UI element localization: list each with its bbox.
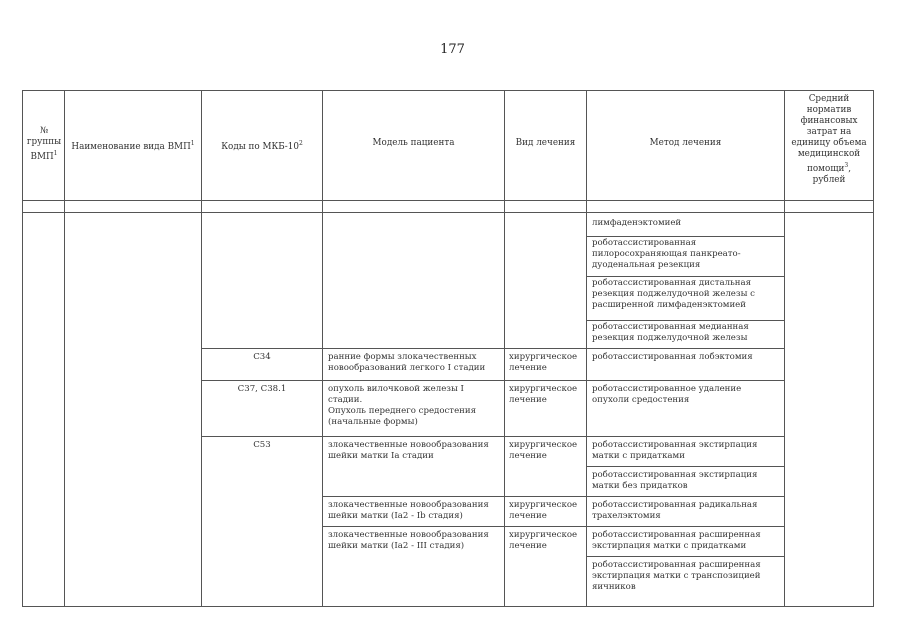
- header-patient-model: Модель пациента: [372, 138, 455, 148]
- row-sep: [586, 236, 784, 237]
- table-top-border: [22, 90, 874, 91]
- header-treatment-method: Метод лечения: [649, 138, 722, 148]
- method-cell: роботассистированная расширенная экстирпация матки с транспозицией яичников: [592, 560, 761, 592]
- header-vmp-name: Наименование вида ВМП$^1$: [71, 140, 195, 152]
- method-cell: роботассистированная расширенная экстирпация матки с придатками: [592, 530, 761, 551]
- treatment-type-cell: хирургическое лечение: [509, 352, 578, 373]
- header-bottom-border: [22, 200, 874, 201]
- treatment-type-cell: хирургическое лечение: [509, 384, 578, 405]
- row-sep: [586, 320, 784, 321]
- treatment-type-cell: хирургическое лечение: [509, 500, 578, 521]
- header-group-no: № группы ВМП$^1$: [26, 126, 62, 162]
- row-sep: [201, 348, 784, 349]
- col-border-7: [873, 90, 874, 607]
- row-sep: [586, 276, 784, 277]
- method-cell: роботассистированная пилоросохраняющая панкреато- дуоденальная резекция: [592, 238, 741, 270]
- row-sep: [586, 466, 784, 467]
- icd-code-cell: C34: [253, 352, 271, 362]
- method-cell: роботассистированная дистальная резекция поджелудочной железы с расширенной лимфаденэктомией: [592, 278, 755, 310]
- header-cost: Средний норматив финансовых затрат на единицу объема медицинской помощи$^3$, рублей: [791, 94, 867, 185]
- row-sep: [586, 556, 784, 557]
- method-cell: роботассистированная радикальная трахелэктомия: [592, 500, 758, 521]
- patient-model-cell: злокачественные новообразования шейки матки Ia стадии: [328, 440, 489, 461]
- header-icd-codes: Коды по МКБ-$10^2$: [221, 140, 303, 152]
- method-cell: роботассистированное удаление опухоли средостения: [592, 384, 742, 405]
- method-cell: роботассистированная лобэктомия: [592, 352, 753, 362]
- page-number: 177: [440, 42, 465, 57]
- row-sep: [201, 436, 784, 437]
- vmp-table: [22, 90, 874, 607]
- icd-code-cell: C53: [253, 440, 271, 450]
- row-sep: [322, 526, 784, 527]
- icd-code-cell: C37, C38.1: [237, 384, 287, 394]
- patient-model-cell: опухоль вилочковой железы I стадии. Опухоль переднего средостения (начальные формы): [328, 384, 477, 427]
- table-bottom-border: [22, 606, 874, 607]
- method-cell: роботассистированная экстирпация матки без придатков: [592, 470, 758, 491]
- patient-model-cell: ранние формы злокачественных новообразований легкого I стадии: [328, 352, 486, 373]
- row-sep: [322, 496, 784, 497]
- col-border-6: [784, 90, 785, 607]
- method-cell: роботассистированная медианная резекция поджелудочной железы: [592, 322, 749, 343]
- header-treatment-type: Вид лечения: [515, 138, 576, 148]
- method-cell: роботассистированная экстирпация матки с придатками: [592, 440, 758, 461]
- treatment-type-cell: хирургическое лечение: [509, 440, 578, 461]
- col-border-1: [64, 90, 65, 607]
- method-cell: лимфаденэктомией: [592, 218, 682, 228]
- patient-model-cell: злокачественные новообразования шейки матки (Ia2 - III стадия): [328, 530, 489, 551]
- numbering-row-border: [22, 212, 874, 213]
- treatment-type-cell: хирургическое лечение: [509, 530, 578, 551]
- patient-model-cell: злокачественные новообразования шейки матки (Ia2 - Ib стадия): [328, 500, 489, 521]
- row-sep: [201, 380, 784, 381]
- col-border-0: [22, 90, 23, 607]
